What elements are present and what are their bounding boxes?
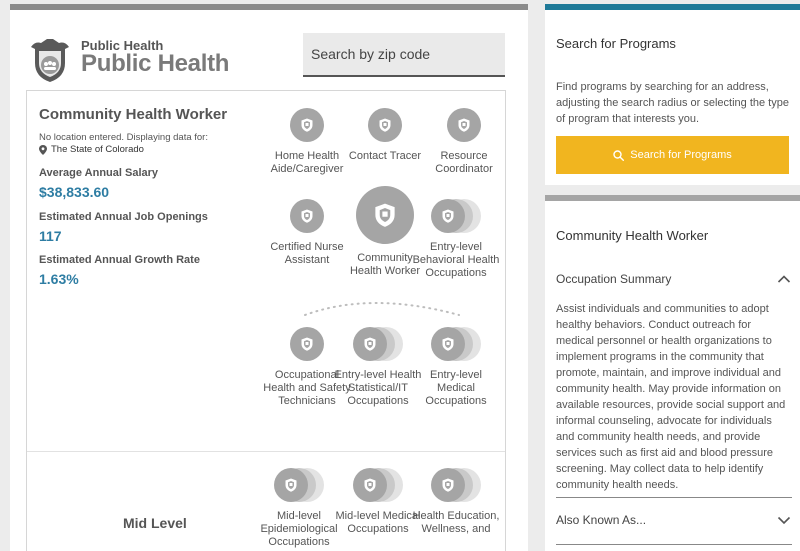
panel-top-bar (10, 4, 528, 10)
node-label: Entry-level Health Statistical/IT Occupations (334, 369, 422, 407)
node-label: Community Health Worker (349, 252, 421, 277)
brand-title: Public Health (81, 50, 230, 77)
pathway-card (26, 90, 506, 551)
occupation-panel (10, 4, 528, 551)
mid-level-heading: Mid Level (123, 515, 187, 531)
shield-icon (371, 201, 399, 229)
node-label: Contact Tracer (348, 150, 422, 162)
shield-icon (299, 208, 315, 224)
location-name: The State of Colorado (51, 144, 144, 155)
pathway-node-mid-epidemiological[interactable] (254, 468, 344, 549)
growth-value: 1.63% (39, 271, 79, 287)
openings-value: 117 (39, 228, 62, 244)
accordion-divider (556, 497, 792, 498)
shield-icon (377, 117, 393, 133)
node-label: Mid-level Medical Occupations (335, 510, 421, 535)
pathway-node-entry-medical[interactable] (411, 327, 501, 408)
pathway-node-certified-nurse-assistant[interactable] (262, 199, 352, 267)
shield-icon (456, 117, 472, 133)
no-location-note: No location entered. Displaying data for: (39, 132, 208, 143)
shield-icon (283, 477, 299, 493)
occupation-summary-text: Assist individuals and communities to adopt healthy behaviors. Conduct outreach for medical personnel or health organizations to implement programs in the community that promote, maintain, and improve individual and community health. May provide information on available resources, provide social support and informal counseling, advocate for individuals and community health needs, and provide services such as first aid and blood pressure screening. May collect data to help identify community health needs. (556, 303, 786, 491)
shield-icon (299, 117, 315, 133)
salary-label: Average Annual Salary (39, 167, 159, 179)
search-programs-button[interactable] (556, 136, 789, 174)
details-top-bar (545, 195, 800, 201)
zip-search-input[interactable] (303, 33, 505, 77)
growth-label: Estimated Annual Growth Rate (39, 254, 200, 266)
shield-icon (362, 336, 378, 352)
salary-value: $38,833.60 (39, 184, 110, 200)
occupation-title: Community Health Worker (39, 106, 228, 123)
pathway-node-entry-health-statistical-it[interactable] (333, 327, 423, 408)
node-label: Mid-level Epidemiological Occupations (260, 510, 338, 548)
node-label: Home Health Aide/Caregiver (270, 150, 344, 175)
node-label: Certified Nurse Assistant (270, 241, 344, 266)
shield-icon (440, 336, 456, 352)
pathway-node-mid-medical[interactable] (333, 468, 423, 536)
level-divider (27, 451, 505, 452)
shield-icon (299, 336, 315, 352)
shield-icon (440, 208, 456, 224)
search-programs-label: Search for Programs (630, 149, 732, 161)
search-icon (613, 150, 624, 161)
brand-subtitle: Public Health (81, 38, 164, 53)
also-known-as-toggle[interactable] (556, 510, 791, 530)
details-panel (545, 195, 800, 551)
details-title: Community Health Worker (556, 228, 709, 243)
also-known-as-heading: Also Known As... (556, 513, 647, 527)
pathway-node-contact-tracer[interactable] (340, 108, 430, 163)
programs-description: Find programs by searching for an address, adjusting the search radius or selecting the type of program that interests you. (556, 81, 789, 125)
pathway-node-resource-coordinator[interactable] (419, 108, 509, 176)
pathway-node-home-health-aide[interactable] (262, 108, 352, 176)
node-label: Resource Coordinator (435, 150, 493, 175)
programs-title: Search for Programs (556, 36, 676, 51)
node-label: Entry-level Medical Occupations (425, 369, 487, 407)
openings-label: Estimated Annual Job Openings (39, 211, 208, 223)
programs-top-bar (545, 4, 800, 10)
accordion-divider (556, 544, 792, 545)
occupation-summary-heading: Occupation Summary (556, 272, 672, 286)
occupation-summary-toggle[interactable] (556, 269, 791, 289)
shield-icon (362, 477, 378, 493)
node-label: Entry-level Behavioral Health Occupations (412, 241, 500, 279)
shield-icon (440, 477, 456, 493)
public-health-logo-icon (27, 37, 73, 83)
programs-panel (545, 4, 800, 185)
chevron-down-icon (777, 515, 791, 525)
chevron-up-icon (777, 274, 791, 284)
node-label: Health Education, Wellness, and (412, 510, 500, 535)
pathway-node-health-education[interactable] (411, 468, 501, 536)
pathway-node-entry-behavioral-health[interactable] (411, 199, 501, 280)
node-label: Occupational Health and Safety Technicians (263, 369, 351, 407)
